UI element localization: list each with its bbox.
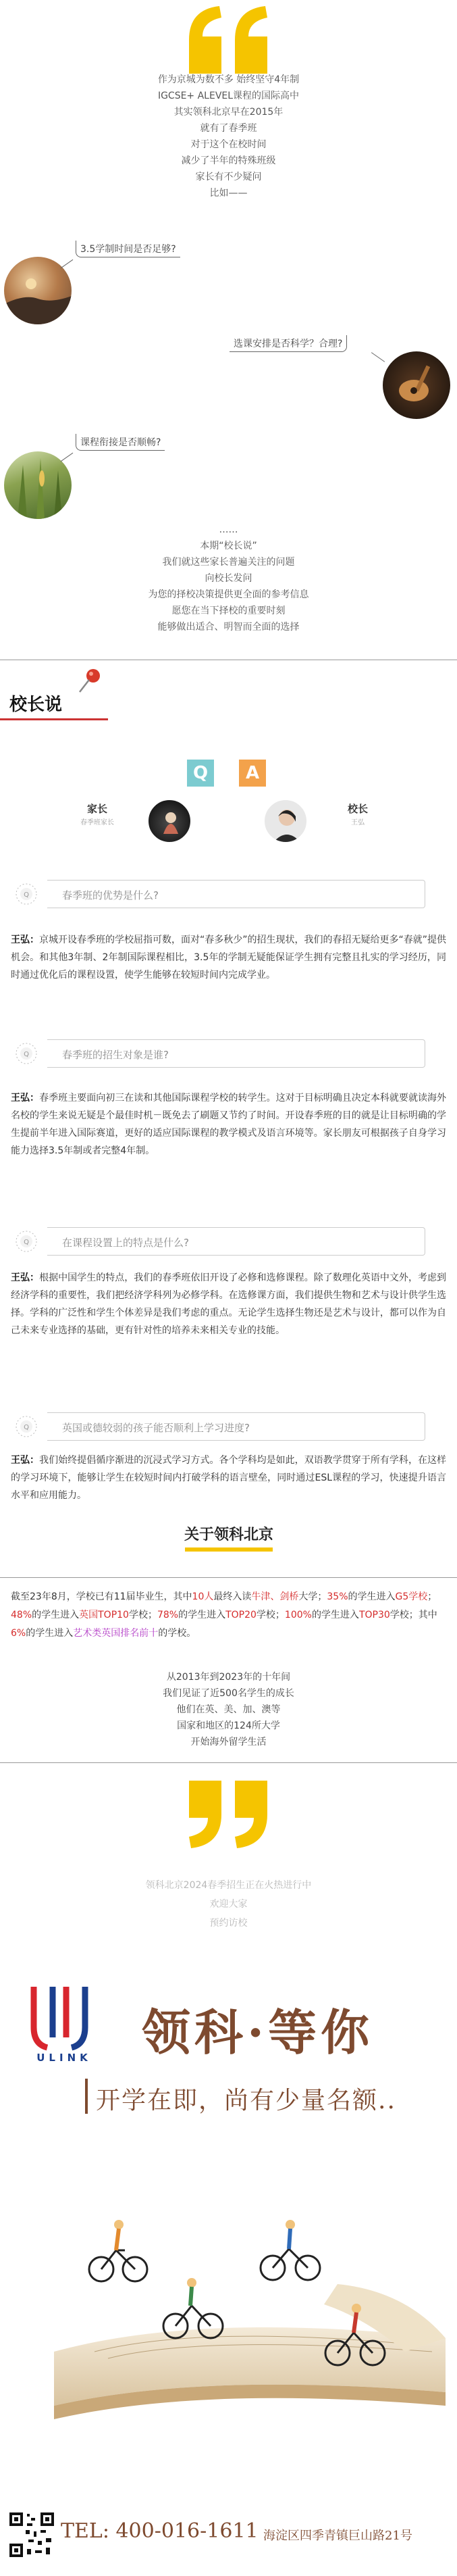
title-underline	[0, 718, 108, 720]
about-paragraph	[11, 1588, 446, 1643]
intro-line: 对于这个在校时间	[190, 139, 267, 150]
intro-line: 能够做出适合、明智而全面的选择	[157, 622, 300, 633]
svg-text:Q: Q	[24, 891, 29, 899]
pushpin-icon	[73, 665, 105, 697]
highlight-text: TOP20	[225, 1610, 257, 1620]
about-heading	[166, 1518, 292, 1558]
summary-line: 开始海外留学生活	[190, 1737, 267, 1748]
summary-line: 他们在英、美、加、澳等	[176, 1704, 281, 1715]
highlight-text: 100%	[284, 1610, 312, 1620]
intro-line: 向校长发问	[205, 573, 252, 584]
parent-label: 家长	[86, 803, 107, 815]
corn-field-photo	[4, 451, 72, 519]
intro-line: 为您的择校决策提供更全面的参考信息	[148, 589, 309, 600]
paragraph-text: 的学生进入	[348, 1591, 396, 1602]
question-text: 春季班的招生对象是谁?	[62, 1049, 169, 1061]
intro-line: 作为京城为数不多 始终坚守4年制	[157, 74, 300, 85]
highlight-text: 6%	[11, 1628, 26, 1639]
answer-body: 我们始终提倡循序渐进的沉浸式学习方式。各个学科均是如此，双语教学贯穿于所有学科，在这样的学习环境下，能够让学生在较短时间内打破学科的语言壁垒，同时通过ESL课程的学习，快速提升语言水平和应用能力。	[11, 1455, 447, 1501]
promo-poster	[0, 1946, 457, 2576]
highlight-text: 艺术类英国排名前十	[73, 1628, 159, 1639]
answer-body: 根据中国学生的特点，我们的春季班依旧开设了必修和选修课程。除了数理化英语中文外，考虑到经济学科的重要性，我们把经济学科列为必修学科。在选修课方面，我们提供生物和艺术与设计供学生选择。学科的广泛性和学生个体差异是我们考虑的重点。无论学生选择生物还是艺术与设计，都可以作为自己未来专业选择的基础，更有针对性的培养未来相关专业的技能。	[11, 1272, 447, 1336]
bubble-connector	[61, 453, 74, 462]
question-bubble: 课程衔接是否顺畅?	[76, 434, 165, 451]
intro-line: 愿您在当下择校的重要时刻	[171, 605, 286, 616]
question-dot-icon	[15, 1042, 38, 1065]
principal-label: 校长	[347, 803, 368, 815]
intro-text	[0, 72, 457, 201]
paragraph-text: 的学生进入	[32, 1610, 80, 1620]
question-row	[0, 1227, 457, 1261]
question-bubble: 3.5学制时间是否足够?	[76, 241, 180, 257]
intro-line: 其实领科北京早在2015年	[173, 107, 284, 118]
closing-line: 欢迎大家	[209, 1899, 248, 1910]
section-divider	[0, 1577, 457, 1578]
section-divider	[0, 1762, 457, 1763]
highlight-text: 35%	[327, 1591, 348, 1602]
closing-line: 领科北京2024春季招生正在火热进行中	[145, 1880, 312, 1891]
intro-line: 就有了春季班	[200, 123, 257, 134]
close-quote-icon	[182, 1777, 277, 1852]
bubble-connector	[61, 259, 74, 268]
answer-text	[11, 1089, 446, 1160]
parent-sublabel: 春季班家长	[80, 819, 114, 826]
principal-avatar	[263, 799, 308, 843]
svg-text:Q: Q	[24, 1051, 29, 1058]
question-text: 英国或德较弱的孩子能否顺利上学习进度?	[62, 1422, 250, 1434]
qr-code[interactable]	[8, 2511, 55, 2558]
highlight-text: 英国TOP10	[79, 1610, 129, 1620]
phone-number[interactable]: TEL: 400-016-1611	[61, 2519, 259, 2543]
question-bubble: 选课安排是否科学？合理?	[230, 335, 347, 352]
paragraph-text: 学校；	[256, 1610, 285, 1620]
q-badge: Q	[187, 760, 214, 787]
intro-line: 家长有不少疑问	[195, 172, 262, 182]
heading-highlight	[185, 1547, 273, 1552]
paragraph-text: 的学生进入	[178, 1610, 226, 1620]
paragraph-text: 最终入读	[213, 1591, 252, 1602]
summary-line: 从2013年到2023年的十年间	[166, 1672, 291, 1683]
paragraph-text: 大学；	[298, 1591, 327, 1602]
closing-line: 预约访校	[209, 1918, 248, 1929]
brand-slogan: 领科·等你	[142, 2004, 374, 2061]
parent-avatar	[147, 799, 192, 843]
answer-speaker: 王弘：	[11, 1272, 40, 1283]
svg-text:Q: Q	[24, 1424, 29, 1431]
intro-line: 我们就这些家长普遍关注的问题	[162, 557, 295, 568]
answer-text	[11, 1269, 446, 1339]
question-text: 春季班的优势是什么?	[62, 889, 159, 901]
answer-speaker: 王弘：	[11, 935, 39, 945]
intro-line: IGCSE+ ALEVEL课程的国际高中	[157, 91, 300, 101]
highlight-text: 牛津、剑桥	[251, 1591, 299, 1602]
about-title: 关于领科北京	[184, 1527, 273, 1543]
answer-text	[11, 931, 446, 984]
ulink-logo	[27, 1980, 101, 2068]
paragraph-text: 的学生进入	[26, 1628, 74, 1639]
book-illustration	[0, 2149, 457, 2433]
intro-line: 本期“校长说”	[200, 541, 257, 551]
highlight-text: 78%	[157, 1610, 179, 1620]
intro-line: ……	[219, 524, 238, 535]
tagline: 开学在即，尚有少量名额..	[96, 2087, 396, 2114]
question-dot-icon	[15, 1230, 38, 1253]
logo-text: ULINK	[36, 2052, 92, 2064]
paragraph-text: 学校；其中	[389, 1610, 437, 1620]
highlight-text: 10人	[192, 1591, 214, 1602]
paragraph-text: 截至23年8月，学校已有11届毕业生，其中	[11, 1591, 192, 1602]
about-summary	[0, 1669, 457, 1750]
intro-line: 比如——	[209, 188, 248, 199]
question-dot-icon	[15, 1415, 38, 1438]
principal-sublabel: 王弘	[351, 819, 365, 826]
answer-speaker: 王弘：	[11, 1093, 40, 1104]
question-text: 在课程设置上的特点是什么?	[62, 1237, 189, 1249]
summary-line: 我们见证了近500名学生的成长	[163, 1688, 294, 1699]
paragraph-text: ；	[427, 1591, 437, 1602]
slogan-bar	[85, 2079, 88, 2114]
intro-line: 减少了半年的特殊班级	[181, 155, 276, 166]
answer-text	[11, 1452, 446, 1504]
question-row	[0, 1412, 457, 1446]
school-address: 海淀区四季青镇巨山路21号	[263, 2529, 412, 2543]
question-row	[0, 880, 457, 914]
intro-text-2	[0, 522, 457, 635]
question-dot-icon	[15, 883, 38, 906]
closing-text	[0, 1876, 457, 1933]
answer-body: 京城开设春季班的学校屈指可数，面对“春多秋少”的招生现状，我们的春招无疑给更多“春就”提供机会。和其他3年制、2年制国际课程相比，3.5年的学制无疑能保证学生拥有完整且扎实的学习经历，同时通过优化后的课程设置，使学生能够在较短时间内完成学业。	[11, 935, 447, 981]
section-title: 校长说	[9, 695, 63, 715]
answer-body: 春季班主要面向初三在读和其他国际课程学校的转学生。这对于目标明确且决定本科就要就读海外名校的学生来说无疑是个最佳时机－既免去了刷题又节约了时间。开设春季班的目的就是让目标明确的学生提前半年进入国际赛道，更好的适应国际课程的教学模式及语言环境等。家长朋友可根据孩子自身学习能力选择3.5年制或者完整4年制。	[11, 1093, 447, 1156]
a-badge: A	[239, 760, 266, 787]
paragraph-text: 的学生进入	[311, 1610, 359, 1620]
svg-text:Q: Q	[24, 1239, 29, 1246]
bubble-connector	[371, 352, 385, 362]
highlight-text: 48%	[11, 1610, 32, 1620]
open-quote-icon	[182, 3, 277, 77]
paragraph-text: 的学校。	[158, 1628, 196, 1639]
highlight-text: G5学校	[395, 1591, 428, 1602]
paragraph-text: 学校；	[128, 1610, 157, 1620]
highlight-text: TOP30	[358, 1610, 390, 1620]
question-row	[0, 1039, 457, 1073]
guitar-photo	[383, 351, 450, 419]
summary-line: 国家和地区的124所大学	[177, 1720, 280, 1731]
answer-speaker: 王弘：	[11, 1455, 40, 1466]
